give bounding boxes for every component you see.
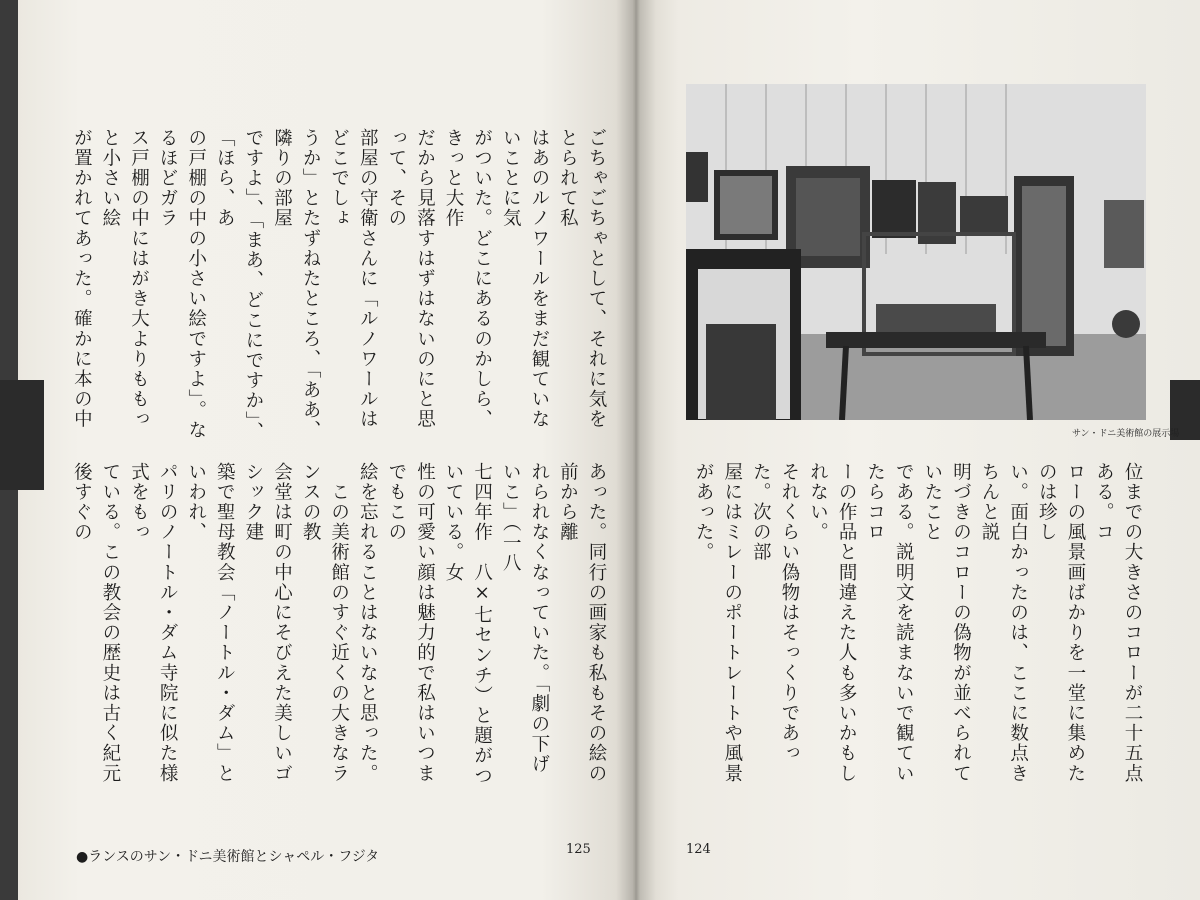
left-column-bottom: あった。同行の画家も私もその絵の前から離 れられなくなっていた。「劇の下げいこ」（一八 七四年作 八×七センチ）と題がついている。女 性の可愛い顔は魅力的で私はいつまでもこの 絵を忘れることはないなと思った。 この美術館のすぐ近くの大きなランスの教 会堂は町の中心にそびえた美しいゴシック建 築で聖母教会「ノートル・ダム」といわれ、 パリのノートル・ダム寺院に似た様式をもっ ている。この教会の歴史は古く紀元後すぐの: [71, 462, 607, 787]
dark-edge-left: [0, 380, 44, 490]
right-column-bottom: 位までの大きさのコローが二十五点ある。コ ローの風景画ばかりを一堂に集めたのは珍し い。面白かったのは、ここに数点きちんと説 明づきのコローの偽物が並べられていたこと である。説明文を読まないで観ていたらコロ ーの作品と間違えた人も多いかもしれない。 それくらい偽物はそっくりであった。次の部 屋にはミレーのポートレートや風景があった。: [693, 462, 1143, 784]
page-number-left: 125: [566, 842, 591, 857]
book-gutter: [616, 0, 656, 900]
photo-caption: サン・ドニ美術館の展示場: [1072, 429, 1180, 439]
left-column-top: ごちゃごちゃとして、それに気をとられて私 はあのルノワールをまだ観ていないことに気 がついた。どこにあるのかしら、きっと大作 だから見落すはずはないのにと思って、その 部屋の守衛さんに「ルノワールはどこでしょ うか」とたずねたところ、「ああ、隣りの部屋 ですよ」、「まあ、どこにですか」、「ほら、あ の戸棚の中の小さい絵ですよ」。なるほどガラ ス戸棚の中にはがき大よりももっと小さい絵 が置かれてあった。確かに本の中: [71, 128, 607, 442]
page-number-right: 124: [686, 842, 711, 857]
museum-photo: [686, 84, 1146, 420]
running-head: ●ランスのサン・ドニ美術館とシャペル・フジタ: [76, 849, 380, 865]
gallery-photo-illustration: [686, 84, 1146, 420]
